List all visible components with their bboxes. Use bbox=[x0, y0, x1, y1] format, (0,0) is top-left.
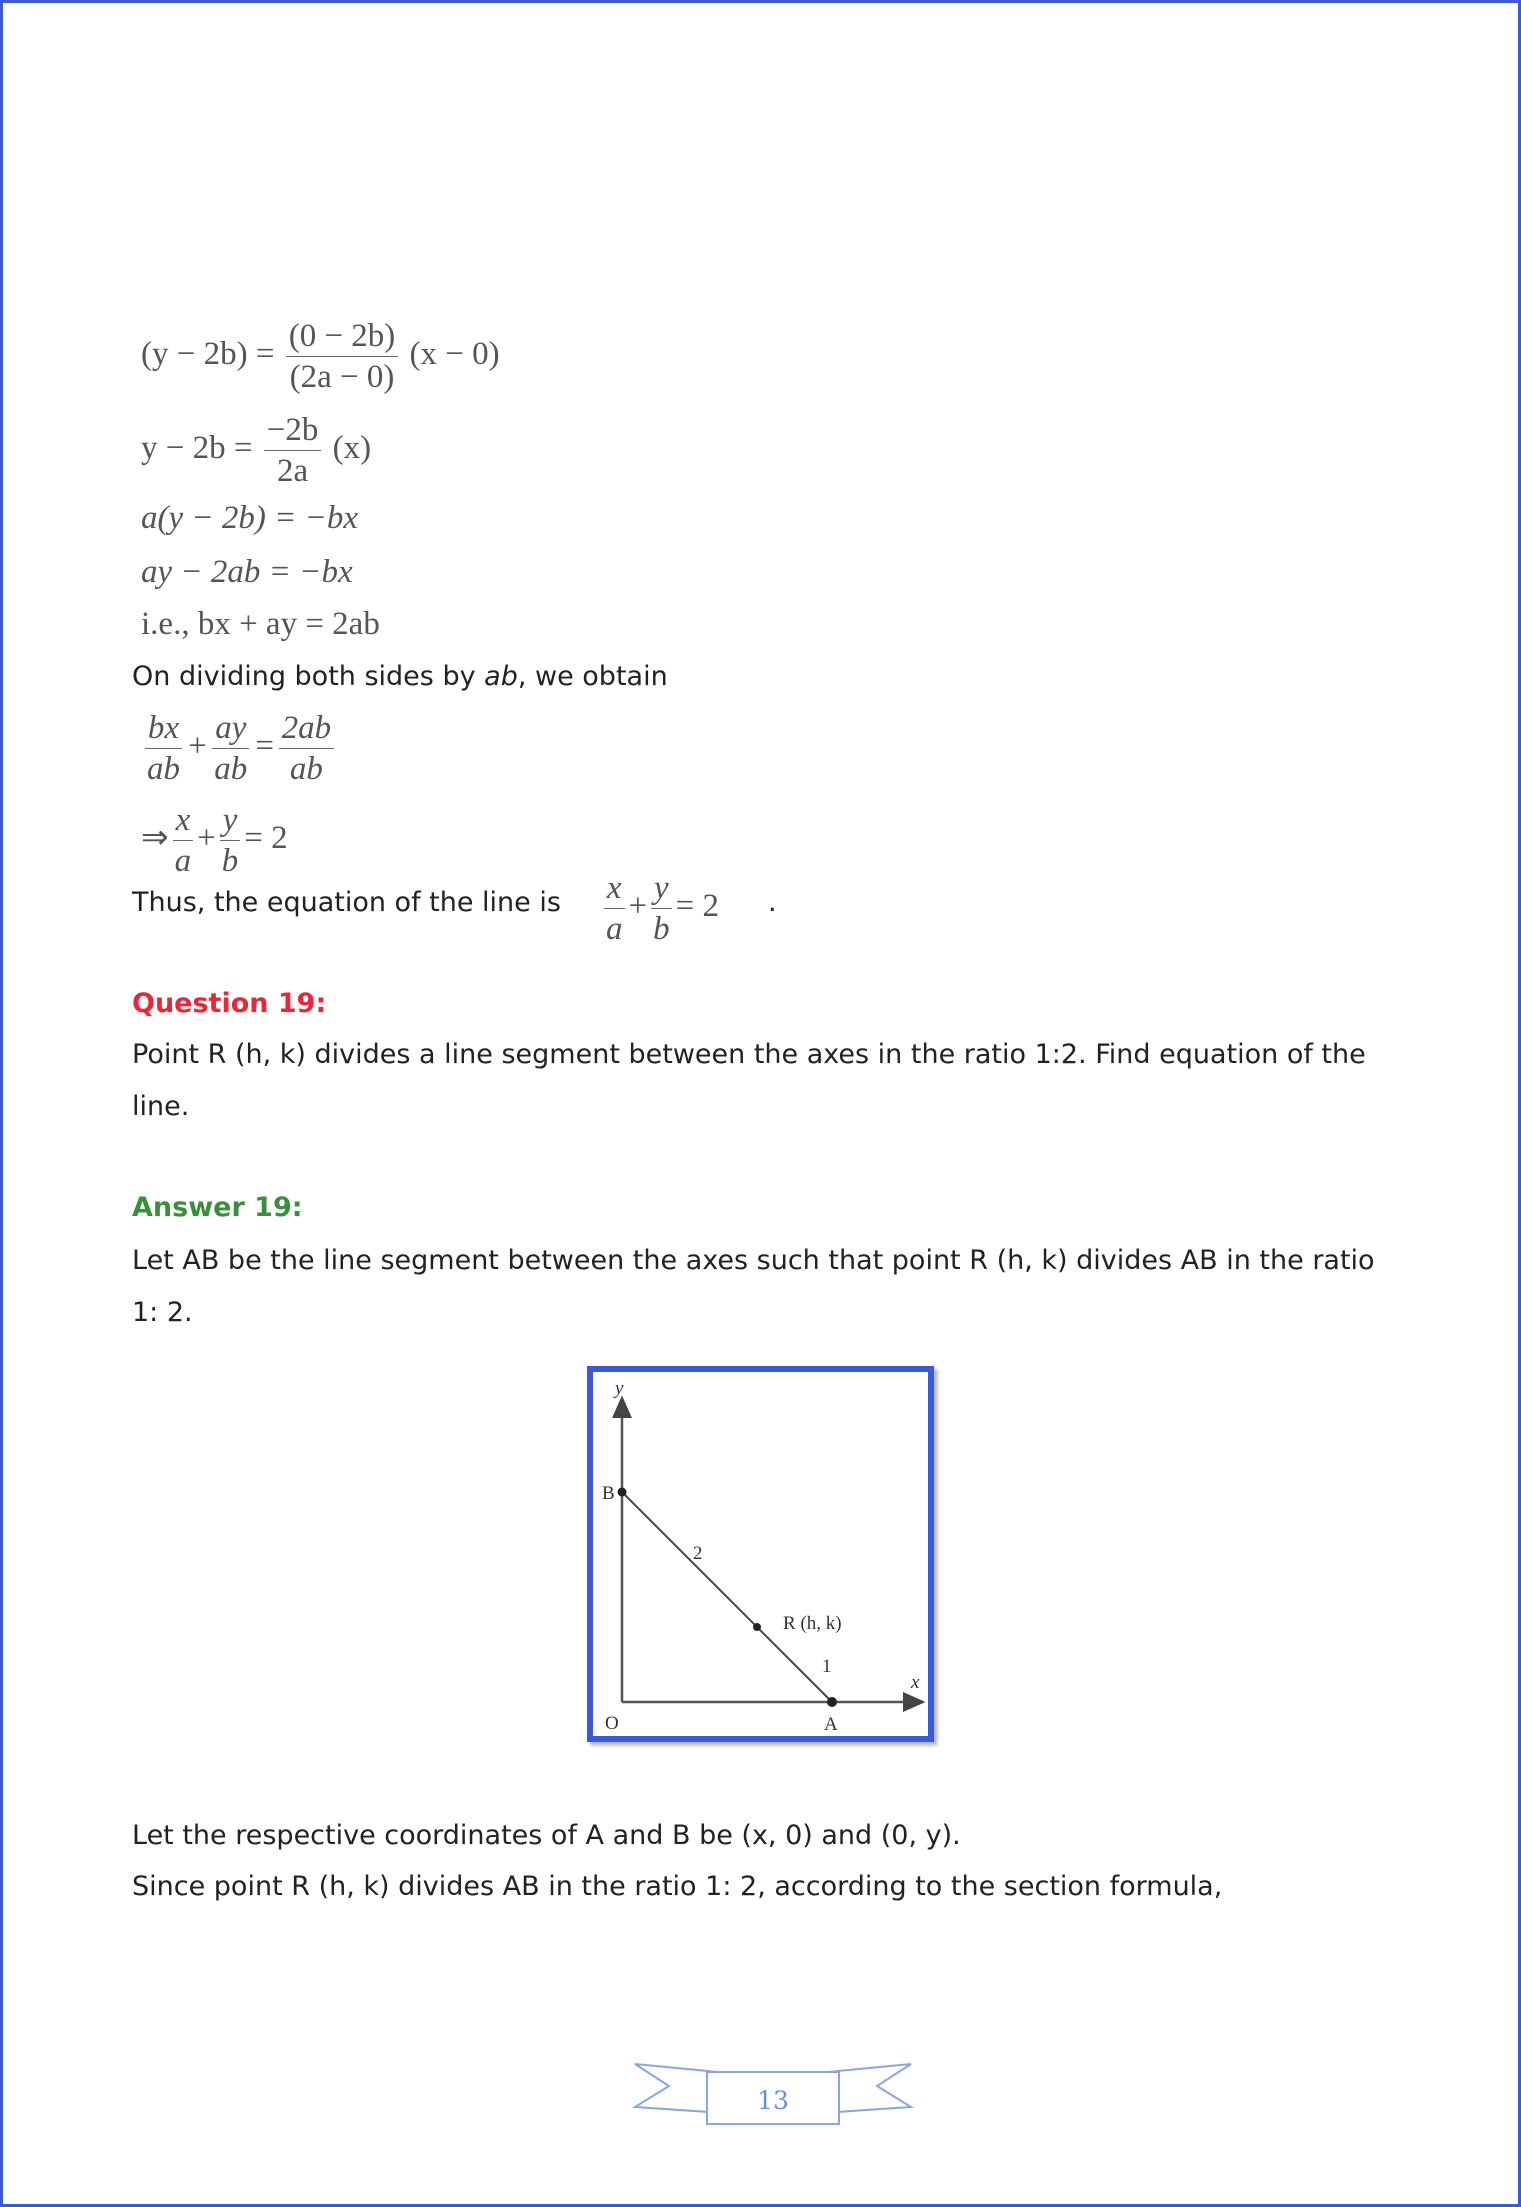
denominator: ab bbox=[289, 751, 323, 787]
denominator: b bbox=[221, 843, 239, 879]
numerator: bx bbox=[145, 708, 182, 749]
page-number-ribbon bbox=[629, 2052, 917, 2128]
period: . bbox=[768, 887, 777, 918]
answer-text-3: Since point R (h, k) divides AB in the ratio 1: 2, according to the section formula, bbox=[132, 1871, 1223, 1902]
denominator: ab bbox=[214, 751, 248, 787]
text: , we obtain bbox=[517, 661, 668, 692]
dividing-text bbox=[132, 651, 1394, 703]
fraction bbox=[650, 868, 673, 949]
fraction bbox=[219, 800, 242, 881]
eq1-rhs: (x − 0) bbox=[409, 336, 500, 373]
numerator: ay bbox=[212, 708, 249, 749]
eq7-rhs: = 2 bbox=[244, 820, 288, 857]
eq2-denominator: 2a bbox=[276, 453, 309, 489]
conclusion-equation: $\frac{x}{a}$ + $\frac{y}{b}$ = 2 bbox=[600, 868, 719, 949]
numerator: y bbox=[220, 800, 241, 841]
equation-step-1 bbox=[141, 316, 500, 397]
fraction bbox=[279, 708, 335, 789]
eq2-rhs: (x) bbox=[332, 430, 372, 467]
numerator: x bbox=[173, 800, 194, 841]
point-b bbox=[618, 1488, 627, 1497]
eq1-fraction bbox=[286, 316, 399, 397]
point-r bbox=[753, 1623, 761, 1631]
label-o: O bbox=[605, 1713, 619, 1734]
eq1-denominator: (2a − 0) bbox=[289, 359, 395, 395]
label-b: B bbox=[602, 1483, 615, 1504]
label-r: R (h, k) bbox=[783, 1613, 842, 1634]
eq2-lhs: y − 2b = bbox=[141, 430, 253, 467]
label-a: A bbox=[824, 1714, 838, 1735]
eq2-numerator: −2b bbox=[264, 410, 322, 451]
page-number: 13 bbox=[757, 2086, 789, 2115]
ratio-label-1: 1 bbox=[822, 1656, 832, 1677]
denominator: ab bbox=[147, 751, 180, 787]
answer-text-1: Let AB be the line segment between the axes such that point R (h, k) divides AB in the ratio 1: 2. bbox=[132, 1245, 1375, 1328]
fraction bbox=[172, 800, 195, 881]
numerator: y bbox=[651, 868, 672, 909]
denominator: b bbox=[653, 911, 670, 947]
x-axis-label: x bbox=[911, 1672, 920, 1693]
denominator: a bbox=[174, 843, 192, 879]
denominator: a bbox=[606, 911, 623, 947]
equation-step-3: a(y − 2b) = −bx bbox=[141, 500, 359, 536]
y-axis-label: y bbox=[615, 1378, 624, 1399]
numerator: x bbox=[604, 868, 625, 909]
eq1-numerator: (0 − 2b) bbox=[286, 316, 399, 357]
question-title: Question 19: bbox=[132, 988, 327, 1019]
equation-step-2 bbox=[141, 410, 371, 491]
numerator: 2ab bbox=[279, 708, 335, 749]
question-text: Point R (h, k) divides a line segment between the axes in the ratio 1:2. Find equation of the line. bbox=[132, 1039, 1366, 1122]
rhs: = 2 bbox=[675, 888, 719, 925]
equation-step-7: ⇒ $\frac{x}{a}$ + $\frac{y}{b}$ = 2 bbox=[141, 802, 288, 879]
conclusion-text: Thus, the equation of the line is bbox=[132, 887, 561, 918]
line-segment-diagram bbox=[587, 1366, 934, 1742]
eq1-lhs: (y − 2b) = bbox=[141, 336, 275, 373]
eq2-fraction bbox=[264, 410, 322, 491]
ratio-label-2: 2 bbox=[693, 1543, 703, 1564]
variable: ab bbox=[484, 661, 518, 692]
ribbon-icon bbox=[629, 2052, 917, 2128]
fraction bbox=[144, 708, 183, 789]
fraction bbox=[211, 708, 250, 789]
equation-step-5: i.e., bx + ay = 2ab bbox=[141, 606, 380, 642]
text: On dividing both sides by bbox=[132, 661, 485, 692]
point-a bbox=[827, 1697, 837, 1707]
answer-title: Answer 19: bbox=[132, 1192, 303, 1223]
equation-step-4: ay − 2ab = −bx bbox=[141, 554, 353, 590]
implies-symbol: ⇒ bbox=[141, 820, 169, 857]
diagram-svg bbox=[593, 1372, 928, 1736]
segment-ab bbox=[622, 1492, 832, 1702]
fraction bbox=[603, 868, 626, 949]
answer-text-2: Let the respective coordinates of A and B be (x, 0) and (0, y). bbox=[132, 1820, 961, 1851]
equation-step-6: $\frac{bx}{ab}$ + $\frac{ay}{ab}$ = $\frac{2ab}{ab}$ bbox=[141, 708, 337, 789]
